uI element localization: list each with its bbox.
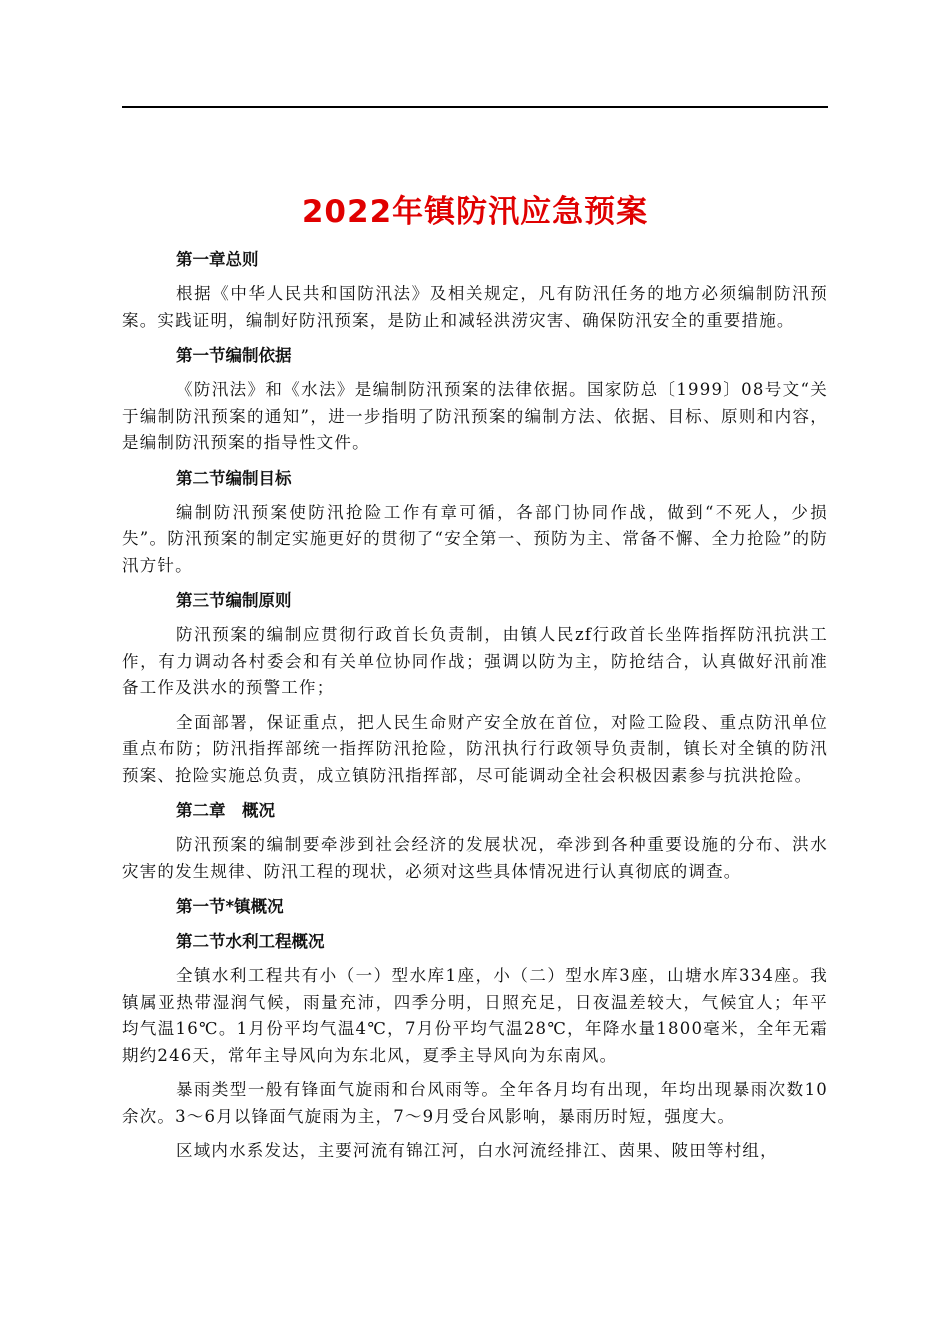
section-heading: 第一节编制依据 [176, 346, 292, 365]
section-heading: 第二节编制目标 [176, 468, 292, 488]
section-heading: 第二章 概况 [176, 801, 275, 820]
body-paragraph: 暴雨类型一般有锋面气旋雨和台风雨等。全年各月均有出现，年均出现暴雨次数10余次。3～6月以锋面气旋雨为主，7～9月受台风影响，暴雨历时短，强度大。 [122, 1080, 828, 1126]
document-title: 2022年镇防汛应急预案 [301, 194, 649, 230]
body-paragraph: 根据《中华人民共和国防汛法》及相关规定，凡有防汛任务的地方必须编制防汛预案。实践证明，编制好防汛预案，是防止和减轻洪涝灾害、确保防汛安全的重要措施。 [122, 284, 828, 330]
section-heading: 第一节*镇概况 [176, 897, 284, 916]
section-heading: 第三节编制原则 [176, 591, 292, 610]
body-paragraph: 全镇水利工程共有小（一）型水库1座，小（二）型水库3座，山塘水库334座。我镇属亚热带湿润气候，雨量充沛，四季分明，日照充足，日夜温差较大，气候宜人；年平均气温16℃。1月份平均气温4℃，7月份平均气温28℃，年降水量1800毫米，全年无霜期约246天，常年主导风向为东北风，夏季主导风向为东南风。 [122, 966, 828, 1065]
body-paragraph: 防汛预案的编制应贯彻行政首长负责制，由镇人民zf行政首长坐阵指挥防汛抗洪工作，有力调动各村委会和有关单位协同作战；强调以防为主，防抢结合，认真做好汛前准备工作及洪水的预警工作； [122, 625, 828, 697]
section-heading: 第二节水利工程概况 [176, 932, 325, 951]
body-paragraph: 编制防汛预案使防汛抢险工作有章可循，各部门协同作战，做到“不死人，少损失”。防汛预案的制定实施更好的贯彻了“安全第一、预防为主、常备不懈、全力抢险”的防汛方针。 [122, 502, 828, 575]
section-heading: 第一章总则 [176, 250, 259, 269]
document-body [122, 246, 828, 1173]
body-paragraph: 区域内水系发达，主要河流有锦江河，白水河流经排江、茵果、陂田等村组， [176, 1141, 778, 1160]
body-paragraph: 全面部署，保证重点，把人民生命财产安全放在首位，对险工险段、重点防汛单位重点布防；防汛指挥部统一指挥防汛抢险，防汛执行行政领导负责制，镇长对全镇的防汛预案、抢险实施总负责，成立镇防汛指挥部，尽可能调动全社会积极因素参与抗洪抢险。 [122, 712, 828, 785]
body-paragraph: 《防汛法》和《水法》是编制防汛预案的法律依据。国家防总〔1999〕08号文“关于编制防汛预案的通知”，进一步指明了防汛预案的编制方法、依据、目标、原则和内容，是编制防汛预案的指导性文件。 [122, 380, 828, 452]
body-paragraph: 防汛预案的编制要牵涉到社会经济的发展状况，牵涉到各种重要设施的分布、洪水灾害的发生规律、防汛工程的现状，必须对这些具体情况进行认真彻底的调查。 [122, 835, 828, 881]
header-rule [122, 106, 828, 108]
